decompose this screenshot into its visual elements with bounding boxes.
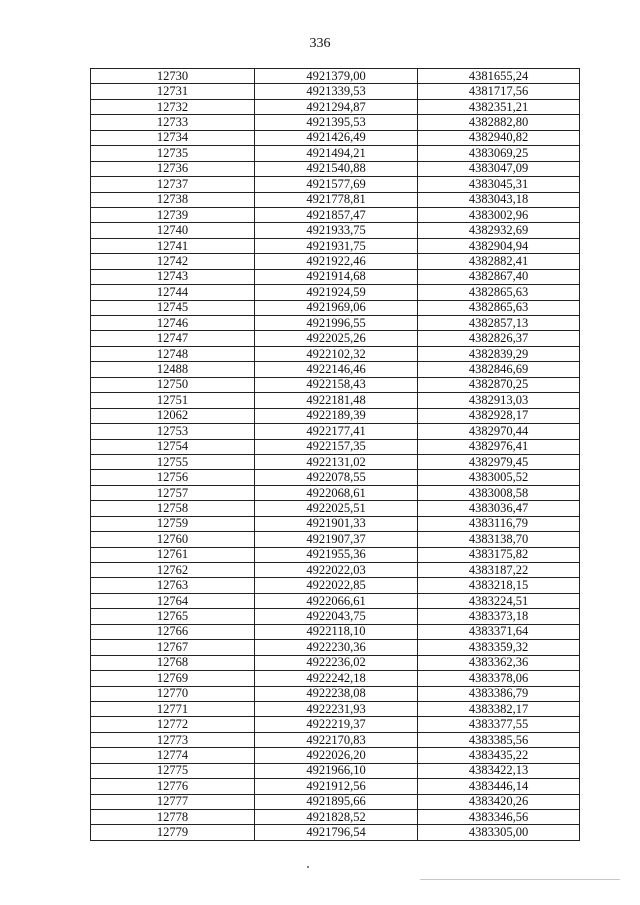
x-coordinate-cell: 4921577,69: [255, 177, 418, 192]
point-number-cell: 12775: [91, 763, 255, 778]
x-coordinate-cell: 4922131,02: [255, 454, 418, 469]
x-coordinate-cell: 4921828,52: [255, 810, 418, 825]
y-coordinate-cell: 4382932,69: [418, 223, 580, 238]
table-row: [91, 454, 580, 469]
point-number-cell: 12488: [91, 362, 255, 377]
table-row: [91, 825, 580, 840]
point-number-cell: 12777: [91, 794, 255, 809]
x-coordinate-cell: 4921778,81: [255, 192, 418, 207]
scan-edge-line: [420, 879, 620, 880]
point-number-cell: 12766: [91, 624, 255, 639]
point-number-cell: 12740: [91, 223, 255, 238]
y-coordinate-cell: 4382865,63: [418, 300, 580, 315]
y-coordinate-cell: 4383373,18: [418, 609, 580, 624]
point-number-cell: 12739: [91, 207, 255, 222]
x-coordinate-cell: 4921294,87: [255, 99, 418, 114]
x-coordinate-cell: 4921339,53: [255, 84, 418, 99]
table-row: [91, 578, 580, 593]
point-number-cell: 12778: [91, 810, 255, 825]
y-coordinate-cell: 4382351,21: [418, 99, 580, 114]
y-coordinate-cell: 4383385,56: [418, 732, 580, 747]
table-row: [91, 223, 580, 238]
table-row: [91, 593, 580, 608]
table-row: [91, 671, 580, 686]
x-coordinate-cell: 4921494,21: [255, 146, 418, 161]
x-coordinate-cell: 4922231,93: [255, 701, 418, 716]
point-number-cell: 12762: [91, 563, 255, 578]
point-number-cell: 12748: [91, 346, 255, 361]
x-coordinate-cell: 4921912,56: [255, 779, 418, 794]
y-coordinate-cell: 4383218,15: [418, 578, 580, 593]
x-coordinate-cell: 4922022,03: [255, 563, 418, 578]
y-coordinate-cell: 4383138,70: [418, 532, 580, 547]
table-row: [91, 470, 580, 485]
table-row: [91, 748, 580, 763]
table-row: [91, 439, 580, 454]
table-row: [91, 763, 580, 778]
y-coordinate-cell: 4381717,56: [418, 84, 580, 99]
x-coordinate-cell: 4922158,43: [255, 377, 418, 392]
x-coordinate-cell: 4921796,54: [255, 825, 418, 840]
table-row: [91, 146, 580, 161]
table-row: [91, 717, 580, 732]
point-number-cell: 12771: [91, 701, 255, 716]
table-row: [91, 485, 580, 500]
table-row: [91, 130, 580, 145]
point-number-cell: 12744: [91, 285, 255, 300]
table-row: [91, 640, 580, 655]
point-number-cell: 12764: [91, 593, 255, 608]
y-coordinate-cell: 4383422,13: [418, 763, 580, 778]
table-row: [91, 84, 580, 99]
x-coordinate-cell: 4922146,46: [255, 362, 418, 377]
y-coordinate-cell: 4382857,13: [418, 316, 580, 331]
table-row: [91, 115, 580, 130]
table-row: [91, 563, 580, 578]
y-coordinate-cell: 4382882,80: [418, 115, 580, 130]
table-row: [91, 655, 580, 670]
point-number-cell: 12769: [91, 671, 255, 686]
point-number-cell: 12760: [91, 532, 255, 547]
x-coordinate-cell: 4921907,37: [255, 532, 418, 547]
table-row: [91, 269, 580, 284]
y-coordinate-cell: 4383382,17: [418, 701, 580, 716]
table-row: [91, 408, 580, 423]
y-coordinate-cell: 4383043,18: [418, 192, 580, 207]
x-coordinate-cell: 4922236,02: [255, 655, 418, 670]
y-coordinate-cell: 4383224,51: [418, 593, 580, 608]
y-coordinate-cell: 4383377,55: [418, 717, 580, 732]
point-number-cell: 12768: [91, 655, 255, 670]
point-number-cell: 12772: [91, 717, 255, 732]
point-number-cell: 12746: [91, 316, 255, 331]
y-coordinate-cell: 4382839,29: [418, 346, 580, 361]
table-row: [91, 192, 580, 207]
x-coordinate-cell: 4921540,88: [255, 161, 418, 176]
x-coordinate-cell: 4922170,83: [255, 732, 418, 747]
x-coordinate-cell: 4922242,18: [255, 671, 418, 686]
table-row: [91, 393, 580, 408]
table-row: [91, 300, 580, 315]
point-number-cell: 12765: [91, 609, 255, 624]
y-coordinate-cell: 4382904,94: [418, 238, 580, 253]
point-number-cell: 12770: [91, 686, 255, 701]
point-number-cell: 12743: [91, 269, 255, 284]
point-number-cell: 12730: [91, 69, 255, 84]
table-row: [91, 532, 580, 547]
y-coordinate-cell: 4383420,26: [418, 794, 580, 809]
y-coordinate-cell: 4382979,45: [418, 454, 580, 469]
table-row: [91, 254, 580, 269]
coordinates-table-body: [91, 69, 580, 841]
point-number-cell: 12759: [91, 516, 255, 531]
y-coordinate-cell: 4383116,79: [418, 516, 580, 531]
table-row: [91, 732, 580, 747]
table-row: [91, 346, 580, 361]
x-coordinate-cell: 4921895,66: [255, 794, 418, 809]
table-row: [91, 686, 580, 701]
x-coordinate-cell: 4921857,47: [255, 207, 418, 222]
table-row: [91, 810, 580, 825]
y-coordinate-cell: 4382976,41: [418, 439, 580, 454]
x-coordinate-cell: 4921933,75: [255, 223, 418, 238]
x-coordinate-cell: 4921922,46: [255, 254, 418, 269]
y-coordinate-cell: 4383378,06: [418, 671, 580, 686]
point-number-cell: 12062: [91, 408, 255, 423]
table-row: [91, 501, 580, 516]
x-coordinate-cell: 4922118,10: [255, 624, 418, 639]
point-number-cell: 12776: [91, 779, 255, 794]
point-number-cell: 12753: [91, 424, 255, 439]
x-coordinate-cell: 4921395,53: [255, 115, 418, 130]
y-coordinate-cell: 4383386,79: [418, 686, 580, 701]
point-number-cell: 12755: [91, 454, 255, 469]
table-row: [91, 161, 580, 176]
y-coordinate-cell: 4382870,25: [418, 377, 580, 392]
y-coordinate-cell: 4383047,09: [418, 161, 580, 176]
point-number-cell: 12756: [91, 470, 255, 485]
y-coordinate-cell: 4383069,25: [418, 146, 580, 161]
x-coordinate-cell: 4922177,41: [255, 424, 418, 439]
x-coordinate-cell: 4921996,55: [255, 316, 418, 331]
x-coordinate-cell: 4922238,08: [255, 686, 418, 701]
y-coordinate-cell: 4383305,00: [418, 825, 580, 840]
x-coordinate-cell: 4922022,85: [255, 578, 418, 593]
point-number-cell: 12773: [91, 732, 255, 747]
table-row: [91, 99, 580, 114]
table-row: [91, 779, 580, 794]
point-number-cell: 12737: [91, 177, 255, 192]
y-coordinate-cell: 4383359,32: [418, 640, 580, 655]
x-coordinate-cell: 4921955,36: [255, 547, 418, 562]
y-coordinate-cell: 4382913,03: [418, 393, 580, 408]
y-coordinate-cell: 4383008,58: [418, 485, 580, 500]
table-row: [91, 516, 580, 531]
table-row: [91, 238, 580, 253]
point-number-cell: 12742: [91, 254, 255, 269]
x-coordinate-cell: 4922189,39: [255, 408, 418, 423]
x-coordinate-cell: 4922102,32: [255, 346, 418, 361]
point-number-cell: 12767: [91, 640, 255, 655]
table-row: [91, 362, 580, 377]
table-row: [91, 624, 580, 639]
table-row: [91, 207, 580, 222]
x-coordinate-cell: 4921379,00: [255, 69, 418, 84]
point-number-cell: 12745: [91, 300, 255, 315]
x-coordinate-cell: 4922219,37: [255, 717, 418, 732]
x-coordinate-cell: 4922025,26: [255, 331, 418, 346]
point-number-cell: 12747: [91, 331, 255, 346]
x-coordinate-cell: 4922181,48: [255, 393, 418, 408]
point-number-cell: 12731: [91, 84, 255, 99]
point-number-cell: 12774: [91, 748, 255, 763]
y-coordinate-cell: 4383175,82: [418, 547, 580, 562]
x-coordinate-cell: 4922230,36: [255, 640, 418, 655]
y-coordinate-cell: 4382928,17: [418, 408, 580, 423]
table-row: [91, 331, 580, 346]
table-row: [91, 701, 580, 716]
point-number-cell: 12736: [91, 161, 255, 176]
y-coordinate-cell: 4382867,40: [418, 269, 580, 284]
point-number-cell: 12735: [91, 146, 255, 161]
y-coordinate-cell: 4383435,22: [418, 748, 580, 763]
y-coordinate-cell: 4383036,47: [418, 501, 580, 516]
page-number: 336: [309, 36, 331, 51]
y-coordinate-cell: 4383002,96: [418, 207, 580, 222]
y-coordinate-cell: 4383045,31: [418, 177, 580, 192]
table-row: [91, 69, 580, 84]
point-number-cell: 12750: [91, 377, 255, 392]
y-coordinate-cell: 4382940,82: [418, 130, 580, 145]
table-row: [91, 794, 580, 809]
x-coordinate-cell: 4922068,61: [255, 485, 418, 500]
point-number-cell: 12733: [91, 115, 255, 130]
point-number-cell: 12732: [91, 99, 255, 114]
y-coordinate-cell: 4382970,44: [418, 424, 580, 439]
coordinates-table: [90, 68, 580, 841]
stray-dot: [307, 866, 309, 868]
x-coordinate-cell: 4922066,61: [255, 593, 418, 608]
x-coordinate-cell: 4922157,35: [255, 439, 418, 454]
y-coordinate-cell: 4382846,69: [418, 362, 580, 377]
point-number-cell: 12751: [91, 393, 255, 408]
table-row: [91, 424, 580, 439]
y-coordinate-cell: 4382865,63: [418, 285, 580, 300]
x-coordinate-cell: 4921969,06: [255, 300, 418, 315]
y-coordinate-cell: 4382882,41: [418, 254, 580, 269]
x-coordinate-cell: 4921924,59: [255, 285, 418, 300]
y-coordinate-cell: 4383371,64: [418, 624, 580, 639]
table-row: [91, 609, 580, 624]
point-number-cell: 12738: [91, 192, 255, 207]
x-coordinate-cell: 4921966,10: [255, 763, 418, 778]
y-coordinate-cell: 4382826,37: [418, 331, 580, 346]
point-number-cell: 12758: [91, 501, 255, 516]
table-row: [91, 285, 580, 300]
point-number-cell: 12734: [91, 130, 255, 145]
y-coordinate-cell: 4383362,36: [418, 655, 580, 670]
point-number-cell: 12741: [91, 238, 255, 253]
point-number-cell: 12763: [91, 578, 255, 593]
x-coordinate-cell: 4921931,75: [255, 238, 418, 253]
table-row: [91, 377, 580, 392]
point-number-cell: 12779: [91, 825, 255, 840]
y-coordinate-cell: 4383446,14: [418, 779, 580, 794]
table-row: [91, 316, 580, 331]
point-number-cell: 12761: [91, 547, 255, 562]
table-row: [91, 177, 580, 192]
x-coordinate-cell: 4921901,33: [255, 516, 418, 531]
x-coordinate-cell: 4921426,49: [255, 130, 418, 145]
x-coordinate-cell: 4922025,51: [255, 501, 418, 516]
x-coordinate-cell: 4922043,75: [255, 609, 418, 624]
point-number-cell: 12757: [91, 485, 255, 500]
point-number-cell: 12754: [91, 439, 255, 454]
x-coordinate-cell: 4922078,55: [255, 470, 418, 485]
y-coordinate-cell: 4383346,56: [418, 810, 580, 825]
y-coordinate-cell: 4381655,24: [418, 69, 580, 84]
x-coordinate-cell: 4921914,68: [255, 269, 418, 284]
x-coordinate-cell: 4922026,20: [255, 748, 418, 763]
y-coordinate-cell: 4383005,52: [418, 470, 580, 485]
table-row: [91, 547, 580, 562]
y-coordinate-cell: 4383187,22: [418, 563, 580, 578]
